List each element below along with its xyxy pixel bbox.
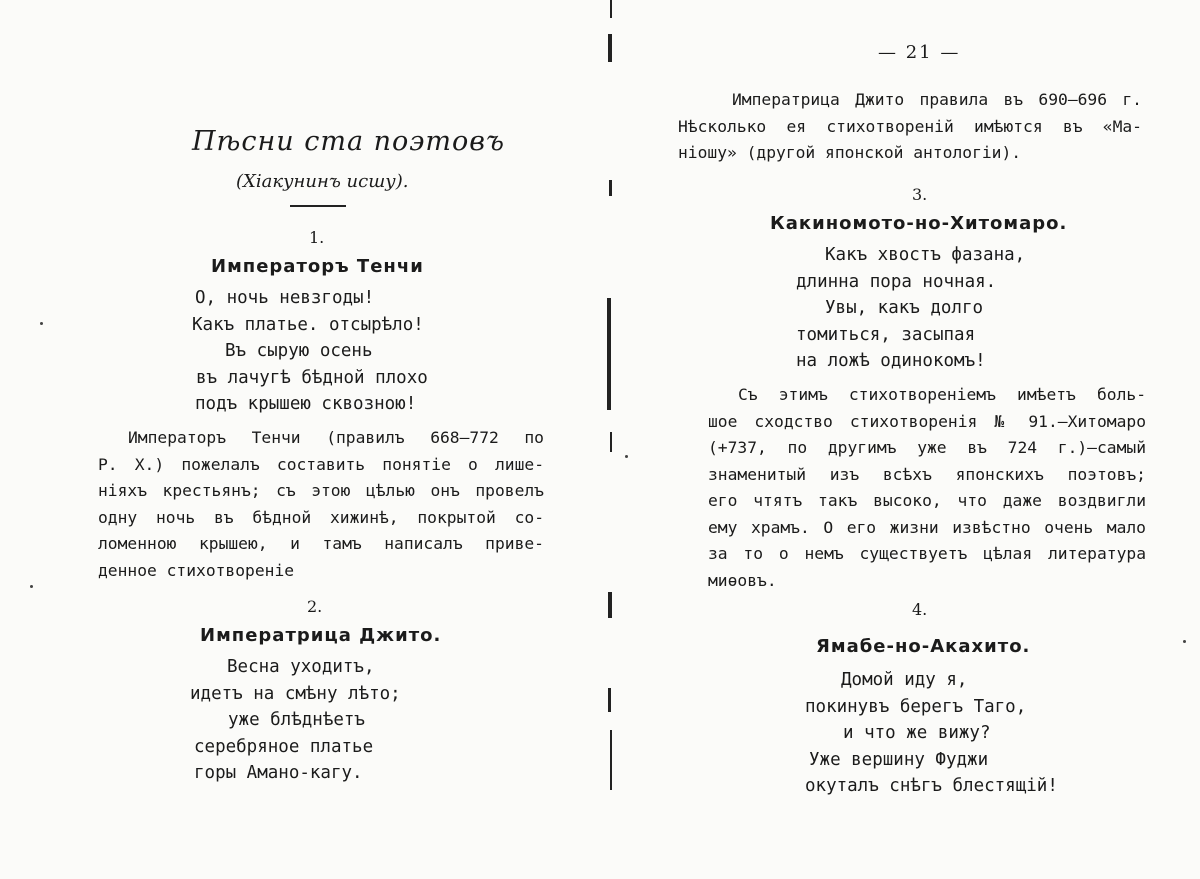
commentary-line: Императрица Джито правила въ 690—696 г. — [732, 90, 1142, 109]
commentary-line: Императоръ Тенчи (правилъ 668—772 по — [128, 428, 544, 447]
poem-4-verse — [805, 667, 1125, 800]
verse-line: Домой иду я, — [841, 670, 968, 690]
commentary-line: миѳовъ. — [708, 570, 777, 590]
verse-line: О, ночь невзгоды! — [195, 288, 375, 308]
verse-line: Въ сырую осень — [225, 341, 373, 361]
verse-line: серебряное платье — [194, 736, 374, 757]
verse-line: окуталъ снѣгъ блестящій! — [805, 776, 1058, 796]
commentary-line: знаменитый изъ всѣхъ японскихъ поэтовъ; — [708, 464, 1146, 484]
verse-line: подъ крышею сквозною! — [195, 394, 417, 414]
commentary-line: Р. Х.) пожелалъ составить понятіе о лише- — [98, 454, 544, 474]
poem-3-number: 3. — [912, 185, 928, 204]
verse-line: горы Амано-кагу. — [194, 763, 363, 783]
poem-2-verse — [190, 654, 490, 787]
commentary-line: за то о немъ существуетъ цѣлая литература — [708, 544, 1146, 563]
book-subtitle: (Хіакунинъ исшу). — [236, 171, 409, 192]
verse-line: Уже вершину Фуджи — [809, 749, 989, 770]
poem-3-heading: Какиномото-но-Хитомаро. — [770, 213, 1068, 234]
poem-4-number: 4. — [912, 600, 928, 619]
commentary-line: Нѣсколько ея стихотвореній имѣются въ «Ма- — [678, 116, 1142, 136]
verse-line: Какъ платье. отсырѣло! — [192, 314, 424, 335]
commentary-line: ломенною крышею, и тамъ написалъ приве- — [98, 534, 544, 553]
commentary-line: ему храмъ. О его жизни извѣстно очень мало — [708, 517, 1146, 537]
verse-line: Какъ хвостъ фазана, — [825, 245, 1026, 265]
commentary-line: его чтятъ такъ высоко, что даже воздвигли — [708, 491, 1146, 510]
commentary-line: Съ этимъ стихотвореніемъ имѣетъ боль- — [738, 385, 1146, 404]
commentary-line: ніяхъ крестьянъ; съ этою цѣлью онъ провелъ — [98, 481, 544, 500]
poem-2-number: 2. — [307, 597, 323, 616]
poem-2-commentary — [678, 87, 1142, 167]
poem-1-commentary — [98, 425, 544, 584]
book-title: Пѣсни ста поэтовъ — [192, 126, 505, 157]
verse-line: на ложѣ одинокомъ! — [796, 351, 986, 371]
verse-line: идетъ на смѣну лѣто; — [190, 683, 401, 704]
verse-line: уже блѣднѣетъ — [228, 710, 365, 730]
verse-line: Весна уходитъ, — [227, 657, 375, 677]
commentary-line: денное стихотвореніе — [98, 560, 295, 580]
poem-1-verse — [170, 285, 470, 418]
poem-4-heading: Ямабе-но-Акахито. — [816, 636, 1031, 657]
verse-line: и что же вижу? — [843, 723, 991, 743]
poem-2-heading: Императрица Джито. — [200, 625, 442, 646]
commentary-line: (+737, по другимъ уже въ 724 г.)—самый — [708, 438, 1146, 457]
verse-line: Увы, какъ долго — [825, 298, 984, 318]
page-number: — 21 — — [878, 42, 961, 63]
right-page — [600, 0, 1200, 879]
commentary-line: одну ночь въ бѣдной хижинѣ, покрытой со- — [98, 507, 544, 527]
verse-line: покинувъ берегъ Таго, — [805, 696, 1027, 717]
poem-1-number: 1. — [309, 228, 325, 247]
commentary-line: шое сходство стихотворенія № 91.—Хитомаро — [708, 411, 1146, 431]
poem-3-verse — [796, 242, 1096, 375]
title-divider — [290, 205, 346, 207]
verse-line: въ лачугѣ бѣдной плохо — [196, 367, 428, 388]
verse-line: длинна пора ночная. — [796, 271, 997, 292]
verse-line: томиться, засыпая — [796, 324, 976, 345]
poem-1-heading: Императоръ Тенчи — [211, 256, 424, 277]
commentary-line: ніошу» (другой японской антологіи). — [678, 143, 1022, 162]
poem-3-commentary — [708, 382, 1146, 594]
